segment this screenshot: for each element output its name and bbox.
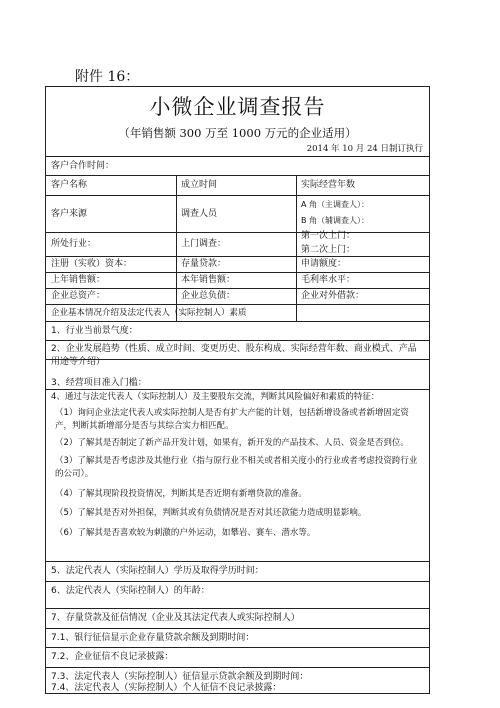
- basic-info-heading: 企业基本情况介绍及法定代表人（实际控制人）素质: [51, 308, 247, 318]
- question-3: （3）了解其是否考虑涉及其他行业（指与原行业不相关或者相关度小的行业或者考虑投资跨行业的公司）。: [55, 456, 418, 479]
- last-year-sales-label: 上年销售额：: [51, 275, 106, 285]
- first-visit-label: 第一次上门：: [301, 231, 356, 241]
- requested-amount-label: 申请额度：: [301, 259, 347, 269]
- operating-years-label: 实际经营年数: [301, 180, 356, 190]
- row-divider: [46, 175, 429, 176]
- section-1: 1、行业当前景气度：: [51, 326, 138, 336]
- section-7: 7、存量贷款及征信情况（企业及其法定代表人或实际控制人）: [51, 613, 300, 623]
- total-liabilities-label: 企业总负债：: [181, 291, 236, 301]
- row-divider: [46, 581, 429, 582]
- customer-source-label: 客户来源: [51, 209, 88, 219]
- row-divider: [46, 156, 429, 157]
- question-5: （5）了解其是否对外担保，判断其或有负债情况是否对其还款能力造成明显影响。: [55, 508, 367, 518]
- role-b-label: B 角（辅调查人）：: [301, 216, 370, 225]
- section-7-4: 7.4、法定代表人（实际控制人）个人征信不良记录披露：: [51, 683, 282, 693]
- role-a-label: A 角（主调查人）：: [301, 200, 370, 209]
- investigators-label: 调查人员: [181, 209, 218, 219]
- report-form: [45, 86, 430, 694]
- issue-date: 2014 年 10 月 24 日制订执行: [306, 144, 423, 154]
- existing-loans-label: 存量贷款：: [181, 259, 227, 269]
- row-divider: [46, 561, 429, 562]
- question-1: （1）询问企业法定代表人或实际控制人是否有扩大产能的计划，包括新增设备或者新增固定资产，判断其新增部分是否与其综合实力相匹配。: [55, 408, 409, 431]
- report-subtitle: （年销售额 300 万至 1000 万元的企业适用）: [118, 126, 357, 140]
- gross-margin-label: 毛利率水平：: [301, 275, 356, 285]
- question-2: （2）了解其是否制定了新产品开发计划，如果有，新开发的产品技术、人员、资金是否到位。: [55, 438, 409, 448]
- section-3: 3、经营项目准入门槛：: [51, 378, 147, 388]
- industry-label: 所处行业：: [51, 239, 97, 249]
- column-divider: [296, 175, 297, 321]
- question-4: （4）了解其现阶段投资情况，判断其是否近期有新增贷款的准备。: [55, 489, 307, 499]
- external-borrowing-label: 企业对外借款：: [301, 291, 365, 301]
- column-divider: [176, 175, 177, 321]
- row-divider: [46, 608, 429, 609]
- section-7-1: 7.1、银行征信显示企业存量贷款余额及到期时间：: [51, 633, 255, 643]
- customer-name-label: 客户名称: [51, 180, 88, 190]
- site-visit-label: 上门调查：: [181, 239, 227, 249]
- section-2: 2、企业发展趋势（性质、成立时间、变更历史、股东构成、实际经营年数、商业模式、产品用途等介绍）: [51, 344, 417, 367]
- row-divider: [46, 667, 429, 668]
- total-assets-label: 企业总资产：: [51, 291, 106, 301]
- attachment-label: 附件 16：: [75, 69, 140, 85]
- registered-capital-label: 注册（实收）资本：: [51, 259, 133, 269]
- this-year-sales-label: 本年销售额：: [181, 275, 236, 285]
- section-4: 4、通过与法定代表人（实际控制人）及主要股东交流，判断其风险偏好和素质的特征：: [51, 392, 380, 402]
- row-divider: [46, 647, 429, 648]
- row-divider: [46, 304, 429, 305]
- cooperation-time-label: 客户合作时间：: [51, 161, 115, 171]
- second-visit-label: 第二次上门：: [301, 245, 356, 255]
- established-label: 成立时间: [181, 180, 218, 190]
- section-7-2: 7.2、企业征信不良记录披露：: [51, 652, 174, 662]
- row-divider: [46, 232, 429, 233]
- row-divider: [46, 195, 429, 196]
- report-title: 小微企业调查报告: [149, 95, 326, 119]
- question-6: （6）了解其是否喜欢较为刺激的户外运动，如攀岩、赛车、潜水等。: [55, 528, 316, 538]
- section-6: 6、法定代表人（实际控制人）的年龄：: [51, 586, 210, 596]
- row-divider: [46, 321, 429, 322]
- row-divider: [46, 340, 429, 341]
- section-7-3: 7.3、法定代表人（实际控制人）征信显示贷款余额及到期时间：: [51, 672, 309, 682]
- row-divider: [46, 628, 429, 629]
- section-5: 5、法定代表人（实际控制人）学历及取得学历时间：: [51, 566, 264, 576]
